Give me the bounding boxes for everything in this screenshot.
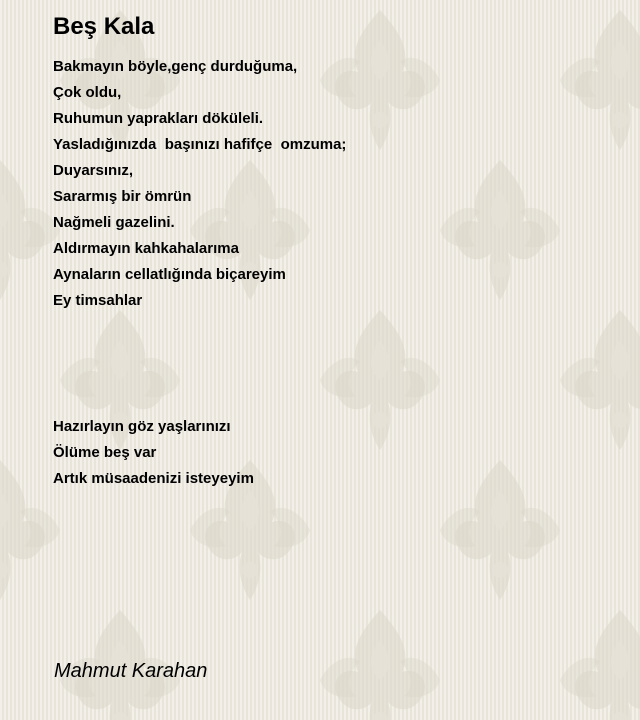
poem-line: Yasladığınızda başınızı hafifçe omzuma;	[53, 136, 347, 153]
poem-line: Ey timsahlar	[53, 292, 143, 309]
poem-line: Nağmeli gazelini.	[53, 214, 175, 231]
poem-author: Mahmut Karahan	[54, 660, 208, 682]
poem-stanza-2	[53, 414, 254, 492]
poem-line: Duyarsınız,	[53, 162, 134, 179]
poem-line: Aynaların cellatlığında biçareyim	[53, 266, 286, 283]
poem-line: Aldırmayın kahkahalarıma	[53, 240, 239, 257]
poem-line: Sararmış bir ömrün	[53, 188, 192, 205]
poem-stanza-1	[53, 54, 346, 314]
poem-line: Ölüme beş var	[53, 444, 157, 461]
poem-line: Hazırlayın göz yaşlarınızı	[53, 418, 231, 435]
poem-title: Beş Kala	[53, 13, 155, 40]
poem-line: Ruhumun yaprakları döküleli.	[53, 110, 264, 127]
poem-line: Çok oldu,	[53, 84, 122, 101]
poem-line: Bakmayın böyle,genç durduğuma,	[53, 58, 298, 75]
poem-line: Artık müsaadenizi isteyeyim	[53, 470, 254, 487]
